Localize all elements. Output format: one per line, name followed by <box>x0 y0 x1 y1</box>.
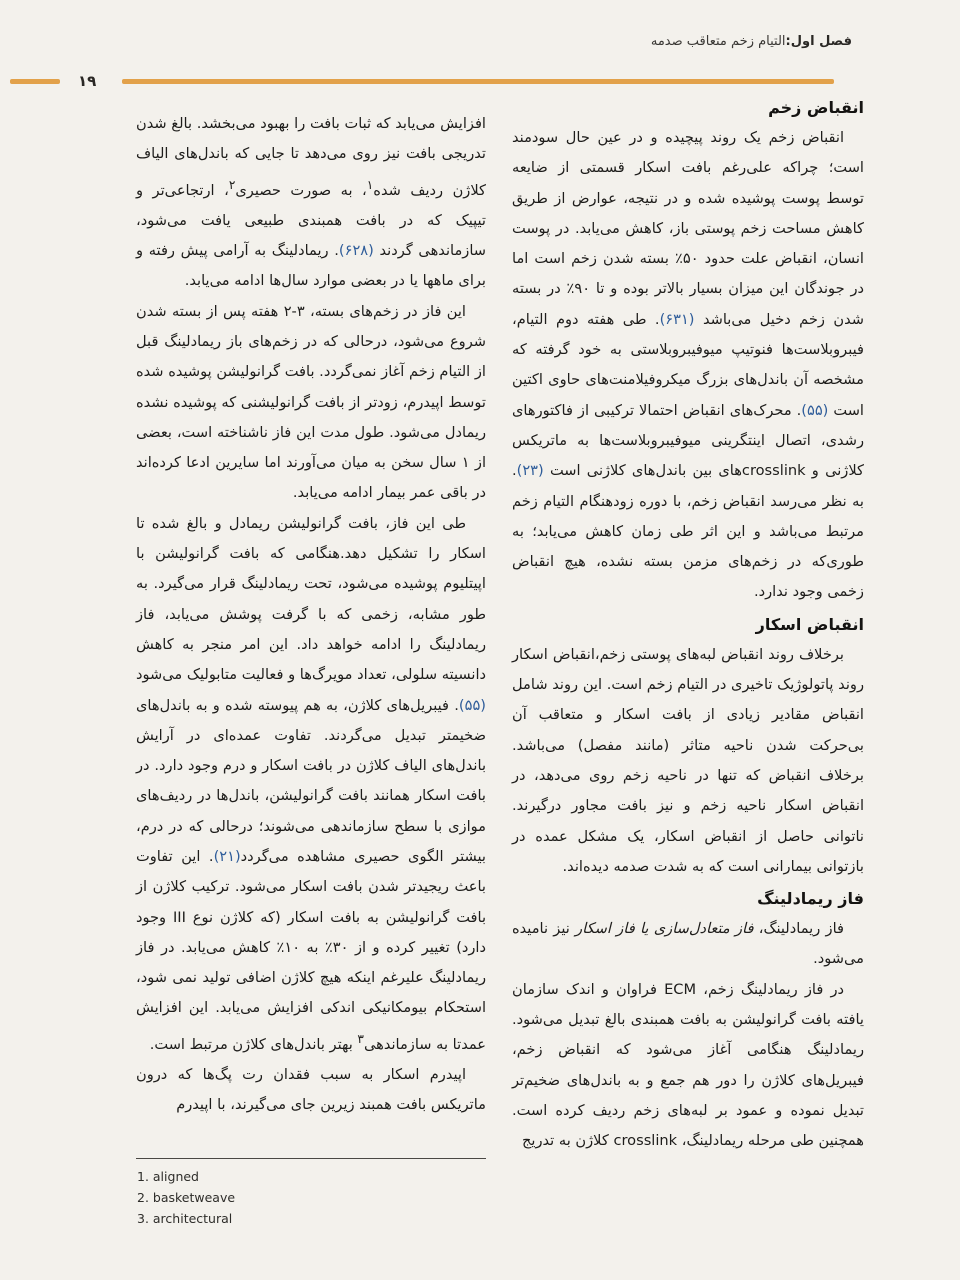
footnotes <box>137 1166 235 1229</box>
citation: (۲۱) <box>213 847 241 865</box>
header-rule-left <box>10 79 60 84</box>
footnote-divider <box>136 1158 486 1159</box>
heading-wound-contraction: انقباض زخم <box>768 98 864 117</box>
left-column <box>136 109 486 1121</box>
paragraph: برخلاف روند انقباض لبه‌های پوستی زخم،انقباض اسکار روند پاتولوژیک تاخیری در التیام زخم است. این روند شامل انقباض مقادیر زیادی از بافت اسکار و متعاقب آن بی‌حرکت شدن ناحیه متاثر (مانند مفصل) می‌باشد. برخلاف انقباض که تنها در ناحیه زخم روی می‌دهد، در انقباض اسکار ناحیه زخم و نیز بافت مجاور درگیرند. ناتوانی حاصل از انقباض اسکار، یک مشکل عمده در بازتوانی بیمارانی است که به شدت صدمه دیده‌اند. <box>512 645 864 875</box>
citation: (۶۳۱) <box>659 310 695 328</box>
citation: (۵۵) <box>801 401 829 419</box>
heading-remodeling-phase: فاز ریمادلینگ <box>757 889 864 909</box>
paragraph: افزایش می‌یابد که ثبات بافت را بهبود می‌بخشد. بالغ شدن تدریجی بافت نیز روی می‌دهد تا جایی که باندل‌های الیاف کلاژن ردیف شده$^۱$، به صورت حصیری$^۲$، ارتجاعی‌تر و تیپیک که در بافت همبندی طبیعی یافت می‌شود، سازماندهی گردند (۶۲۸). ریمادلینگ به آرامی پیش رفته و برای ماهها یا در بعضی موارد سال‌ها ادامه می‌یابد. <box>136 115 486 290</box>
paragraph: اپیدرم اسکار به سبب فقدان رت پگ‌ها که درون ماتریکس بافت همبند زیرین جای می‌گیرند، با اپیدرم <box>136 1065 486 1114</box>
citation: (۲۳) <box>516 462 544 480</box>
running-head <box>651 34 852 49</box>
paragraph: در فاز ریمادلینگ زخم، ECM فراوان و اندک سازمان یافته بافت گرانولیشن به بافت همبندی بالغ تبدیل می‌شود. ریمادلینگ هنگامی آغاز می‌شود که انقباض زخم، فیبریل‌های کلاژن را دور هم جمع و به باندل‌های ضخیم‌تر تبدیل نموده و عمود بر لبه‌های زخم ردیف کرده است. همچنین طی مرحله ریمادلینگ، crosslink کلاژن به تدریج <box>512 980 864 1150</box>
right-column <box>512 93 864 1157</box>
page-number: ۱۹ <box>78 72 97 90</box>
citation: (۵۵) <box>458 696 486 714</box>
paragraph: فاز ریمادلینگ، فاز متعادل‌سازی یا فاز اسکار نیز نامیده می‌شود. <box>512 920 864 968</box>
footnote-item: 2. basketweave <box>137 1190 236 1205</box>
footnote-item: 3. architectural <box>137 1211 233 1226</box>
paragraph: طی این فاز، بافت گرانولیشن ریمادل و بالغ شده تا اسکار را تشکیل دهد.هنگامی که بافت گرانولیشن با اپیتلیوم پوشیده می‌شود، تحت ریمادلینگ قرار می‌گیرد. به طور مشابه، زخمی که با گرفت پوشش می‌یابد، فاز ریمادلینگ را ادامه خواهد داد. این امر منجر به کاهش دانسیته سلولی، تعداد مویرگ‌ها و فعالیت متابولیک می‌شود (۵۵). فیبریل‌های کلاژن، به هم پیوسته شده و به باندل‌های ضخیمتر تبدیل می‌گردند. تفاوت عمده‌ای در آرایش باندل‌های الیاف کلاژن در بافت اسکار و درم وجود دارد. در بافت اسکار همانند بافت گرانولیشن، باندل‌ها در ردیف‌های موازی با سطح سازماندهی می‌شوند؛ درحالی که در درم، بیشتر الگوی حصیری مشاهده می‌گردد(۲۱). این تفاوت باعث ریجیدتر شدن بافت اسکار می‌شود. ترکیب کلاژن از بافت گرانولیشن به بافت اسکار (که کلاژن نوع III وجود دارد) تغییر کرده و از ۳۰٪ به ۱۰٪ کاهش می‌یابد. در فاز ریمادلینگ علیرغم اینکه هیچ کلاژن اضافی تولید نمی شود، استحکام بیومکانیکی اندکی افزایش می‌یابد. این افزایش عمدتا به سازماندهی$^۳$ بهتر باندل‌های کلاژن مرتبط است. <box>136 514 487 1053</box>
heading-scar-contraction: انقباض اسکار <box>755 614 864 634</box>
footnote-ref: ۳ <box>357 1031 364 1046</box>
footnote-item: 1. aligned <box>137 1169 199 1184</box>
footnote-ref: ۲ <box>228 177 236 192</box>
footnote-ref: ۱ <box>366 177 374 192</box>
paragraph: انقباض زخم یک روند پیچیده و در عین حال سودمند است؛ چراکه علی‌رغم بافت اسکار قسمتی از ضایعه توسط پوست پوشیده شده و در نتیجه، عوارض از طریق کاهش مساحت زخم پوستی باز، کاهش می‌یابد. در پوست انسان، انقباض علت حدود ۵۰٪ بسته شدن زخم است اما در جوندگان این میزان بسیار بالاتر بوده و تا ۹۰٪ در بسته شدن زخم دخیل می‌باشد (۶۳۱). طی هفته دوم التیام، فیبروبلاست‌ها فنوتیپ میوفیبروبلاستی به خود گرفته که مشخصه آن باندل‌های بزرگ میکروفیلامنت‌های حاوی اکتین است (۵۵). محرک‌های انقباض احتمالا ترکیبی از فاکتورهای رشدی، اتصال اینتگرینی میوفیبروبلاست‌ها به ماتریکس کلاژنی و crosslinkهای بین باندل‌های کلاژنی است (۲۳). به نظر می‌رسد انقباض زخم، با دوره زودهنگام التیام زخم مرتبط می‌باشد و این اثر طی زمان کاهش می‌یابد؛ به طوری‌که در زخم‌های مزمن بسته نشده، هیچ انقباض زخمی وجود ندارد. <box>512 129 865 601</box>
citation: (۶۲۸) <box>338 242 374 260</box>
chapter-title: التیام زخم متعاقب صدمه <box>650 34 786 49</box>
header-rule <box>122 79 834 84</box>
paragraph: این فاز در زخم‌های بسته، ۳-۲ هفته پس از بسته شدن شروع می‌شود، درحالی که در زخم‌های باز ریمادلینگ قبل از التیام زخم آغاز نمی‌گردد. بافت گرانولیشن پوشیده شده توسط اپیدرم، زودتر از بافت گرانولیشنی که پوشیده نشده ریمادل می‌شود. طول مدت این فاز ناشناخته است، بعضی از ۱ سال سخن به میان می‌آورند اما سایرین ادعا کرده‌اند در باقی عمر بیمار ادامه می‌یابد. <box>136 302 486 502</box>
chapter-label: فصل اول: <box>785 34 852 49</box>
emphasis: فاز متعادل‌سازی یا فاز اسکار <box>575 920 754 938</box>
